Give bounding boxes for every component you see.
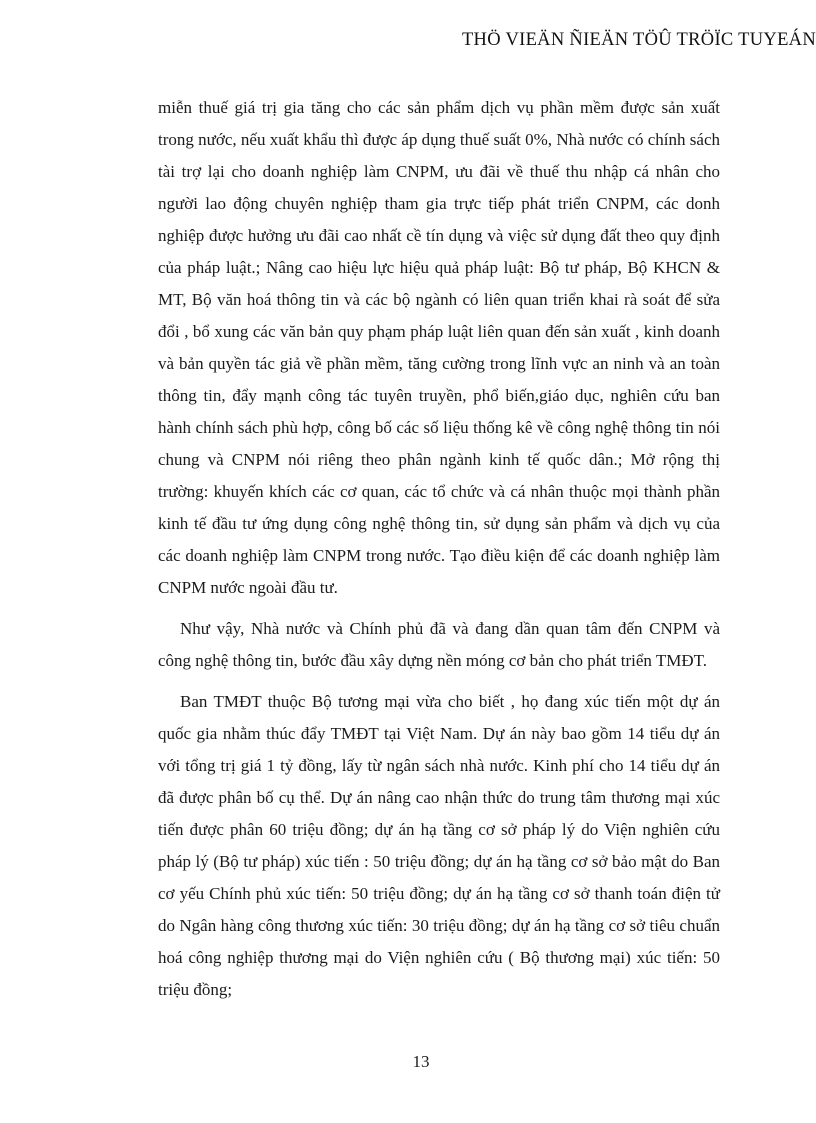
- page-number: 13: [412, 1052, 430, 1071]
- paragraph-continuation: miễn thuế giá trị gia tăng cho các sản phẩm dịch vụ phần mềm được sản xuất trong nước, nếu xuất khẩu thì được áp dụng thuế suất 0%, Nhà nước có chính sách tài trợ lại cho doanh nghiệp làm CNPM, ưu đãi về thuế thu nhập cá nhân cho người lao động chuyên nghiệp tham gia trực tiếp phát triển CNPM, các donh nghiệp được hưởng ưu đãi cao nhất cề tín dụng và việc sử dụng đất theo quy định của pháp luật.; Nâng cao hiệu lực hiệu quả pháp luật: Bộ tư pháp, Bộ KHCN & MT, Bộ văn hoá thông tin và các bộ ngành có liên quan triển khai rà soát để sửa đổi , bổ xung các văn bản quy phạm pháp luật liên quan đến sản xuất , kinh doanh và bản quyền tác giả về phần mềm, tăng cường trong lĩnh vực an ninh và an toàn thông tin, đẩy mạnh công tác tuyên truyền, phổ biến,giáo dục, nghiên cứu ban hành chính sách phù hợp, công bố các số liệu thống kê về công nghệ thông tin nói chung và CNPM nói riêng theo phân ngành kinh tế quốc dân.; Mở rộng thị trường: khuyến khích các cơ quan, các tổ chức và cá nhân thuộc mọi thành phần kinh tế đầu tư ứng dụng công nghệ thông tin, sử dụng sản phẩm và dịch vụ của các doanh nghiệp làm CNPM trong nước. Tạo điều kiện để các doanh nghiệp làm CNPM nước ngoài đầu tư.: [158, 98, 720, 597]
- paragraph-project: Ban TMĐT thuộc Bộ tương mại vừa cho biết , họ đang xúc tiến một dự án quốc gia nhằm thúc đẩy TMĐT tại Việt Nam. Dự án này bao gồm 14 tiểu dự án với tổng trị giá 1 tỷ đồng, lấy từ ngân sách nhà nước. Kinh phí cho 14 tiểu dự án đã được phân bố cụ thể. Dự án nâng cao nhận thức do trung tâm thương mại xúc tiến được phân 60 triệu đồng; dự án hạ tầng cơ sở pháp lý do Viện nghiên cứu pháp lý (Bộ tư pháp) xúc tiến : 50 triệu đồng; dự án hạ tầng cơ sở bảo mật do Ban cơ yếu Chính phủ xúc tiến: 50 triệu đồng; dự án hạ tầng cơ sở thanh toán điện tử do Ngân hàng công thương xúc tiến: 30 triệu đồng; dự án hạ tầng cơ sở tiêu chuẩn hoá công nghiệp thương mại do Viện nghiên cứu ( Bộ thương mại) xúc tiến: 50 triệu đồng;: [158, 692, 720, 999]
- paragraph-summary: Như vậy, Nhà nước và Chính phủ đã và đang dần quan tâm đến CNPM và công nghệ thông tin, bước đầu xây dựng nền móng cơ bản cho phát triển TMĐT.: [158, 619, 720, 670]
- page-header: THÖ VIEÄN ÑIEÄN TÖÛ TRÖÏC TUYEÁN: [461, 30, 816, 50]
- document-body: [158, 92, 720, 1006]
